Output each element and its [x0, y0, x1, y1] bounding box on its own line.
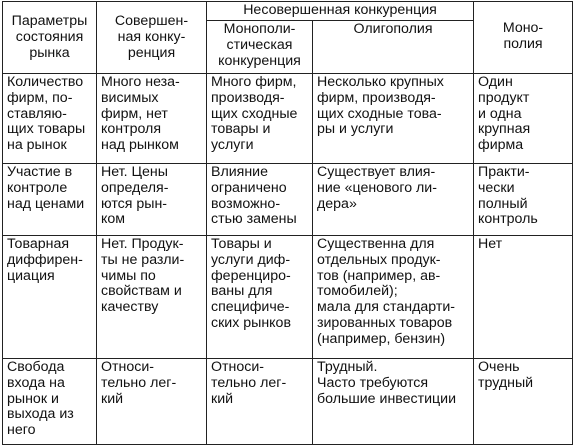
row-param: Товарная диффирен- циация [3, 236, 97, 359]
table-row [3, 359, 573, 445]
cell-monopoly: Один продукт и одна крупная фирма [474, 74, 573, 164]
cell-monopolistic: Много фирм, производя- щих сходные товары и услуги [207, 74, 313, 164]
row-param: Свобода входа на рынок и выхода из него [3, 359, 97, 445]
cell-perfect: Много неза- висимых фирм, нет контроля над рынком [97, 74, 207, 164]
cell-oligopoly: Несколько крупных фирм, производя- щих сходные това- ры и услуги [313, 74, 474, 164]
market-structures-table [2, 1, 573, 445]
header-perfect-competition: Совершен- ная конку- ренция [97, 2, 207, 74]
table-row [3, 74, 573, 164]
row-param: Количество фирм, по- ставляю- щих товары на рынок [3, 74, 97, 164]
header-monopoly: Моно- полия [474, 2, 573, 74]
header-row [3, 2, 573, 21]
cell-monopolistic: Относи- тельно лег- кий [207, 359, 313, 445]
cell-monopoly: Нет [474, 236, 573, 359]
cell-oligopoly: Существенна для отдельных продук- тов (например, ав- томобилей); мала для стандарти- зированных товаров (например, бензин) [313, 236, 474, 359]
cell-perfect: Нет. Продук- ты не разли- чимы по свойствам и качеству [97, 236, 207, 359]
cell-perfect: Относи- тельно лег- кий [97, 359, 207, 445]
cell-monopoly: Очень трудный [474, 359, 573, 445]
cell-monopolistic: Влияние ограничено возможно- стью замены [207, 164, 313, 236]
cell-oligopoly: Трудный. Часто требуются большие инвестиции [313, 359, 474, 445]
header-param: Параметры состояния рынка [3, 2, 97, 74]
header-imperfect-competition: Несовершенная конкуренция [207, 2, 474, 21]
table-row [3, 236, 573, 359]
row-param: Участие в контроле над ценами [3, 164, 97, 236]
cell-monopoly: Практи- чески полный контроль [474, 164, 573, 236]
cell-oligopoly: Существует влия- ние «ценового ли- дера» [313, 164, 474, 236]
header-monopolistic-competition: Монополи- стическая конкуренция [207, 21, 313, 74]
header-oligopoly: Олигополия [313, 21, 474, 74]
table-row [3, 164, 573, 236]
cell-monopolistic: Товары и услуги диф- ференциро- ваны для специфиче- ских рынков [207, 236, 313, 359]
cell-perfect: Нет. Цены определя- ются рын- ком [97, 164, 207, 236]
